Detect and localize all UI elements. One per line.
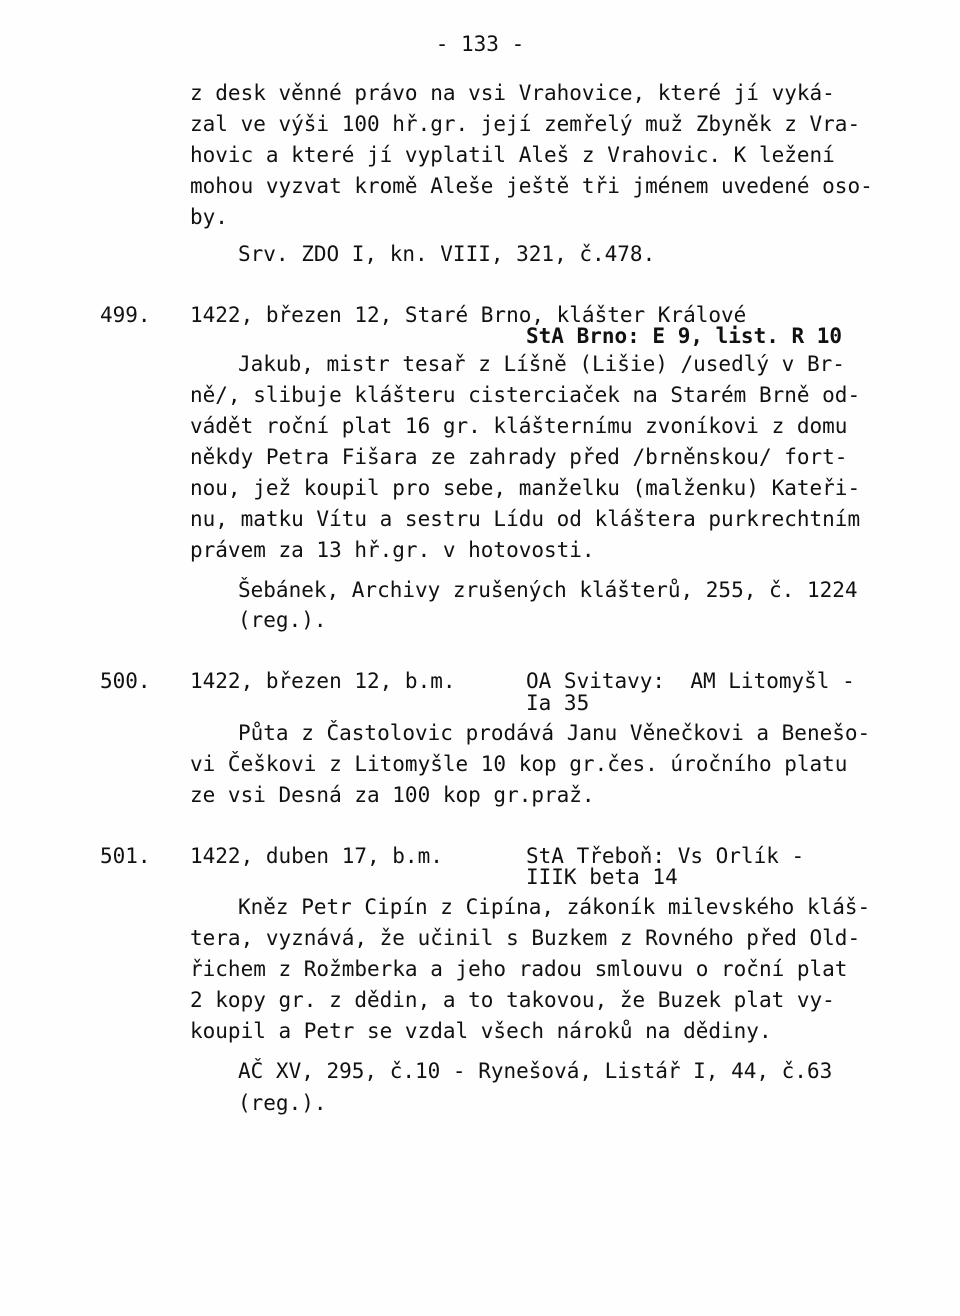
entry-body-line: vi Češkovi z Litomyšle 10 kop gr.čes. úročního platu <box>190 752 848 776</box>
intro-line: hovic a které jí vyplatil Aleš z Vrahovic. K ležení <box>190 143 835 167</box>
entry-archive-signature-501: IIIK beta 14 <box>526 865 678 889</box>
entry-body-line: Kněz Petr Cipín z Cipína, zákoník milevského kláš- <box>238 895 871 919</box>
intro-reference: Srv. ZDO I, kn. VIII, 321, č.478. <box>238 242 656 266</box>
entry-reference-499: (reg.). <box>238 608 327 632</box>
entry-body-line: Jakub, mistr tesař z Líšně (Lišie) /usedlý v Br- <box>238 352 845 376</box>
entry-body-line: 2 kopy gr. z dědin, a to takovou, že Buzek plat vy- <box>190 988 835 1012</box>
intro-line: mohou vyzvat kromě Aleše ještě tři jménem uvedené oso- <box>190 174 873 198</box>
intro-line: by. <box>190 205 228 229</box>
intro-line: z desk věnné právo na vsi Vrahovice, které jí vyká- <box>190 81 835 105</box>
entry-body-line: tera, vyznává, že učinil s Buzkem z Rovného před Old- <box>190 926 861 950</box>
entry-body-line: ně/, slibuje klášteru cisterciaček na Starém Brně od- <box>190 383 861 407</box>
entry-number-500: 500. <box>100 669 151 693</box>
entry-body-line: Půta z Častolovic prodává Janu Věnečkovi a Benešo- <box>238 721 871 745</box>
intro-line: zal ve výši 100 hř.gr. její zemřelý muž Zbyněk z Vra- <box>190 112 861 136</box>
entry-reference-501: AČ XV, 295, č.10 - Rynešová, Listář I, 44, č.63 <box>238 1059 833 1083</box>
entry-body-line: ze vsi Desná za 100 kop gr.praž. <box>190 783 595 807</box>
entry-body-line: koupil a Petr se vzdal všech nároků na dědiny. <box>190 1019 772 1043</box>
entry-archive-499: StA Brno: E 9, list. R 10 <box>526 324 843 348</box>
entry-archive-501: StA Třeboň: Vs Orlík - <box>526 844 805 868</box>
entry-body-line: právem za 13 hř.gr. v hotovosti. <box>190 538 595 562</box>
entry-archive-500: OA Svitavy: AM Litomyšl - <box>526 669 855 693</box>
entry-body-line: někdy Petra Fišara ze zahrady před /brněnskou/ fort- <box>190 445 848 469</box>
entry-heading-501: 1422, duben 17, b.m. <box>190 844 443 868</box>
entry-number-499: 499. <box>100 303 151 327</box>
entry-body-line: nou, jež koupil pro sebe, manželku (malženku) Kateři- <box>190 476 861 500</box>
entry-number-501: 501. <box>100 844 151 868</box>
entry-heading-500: 1422, březen 12, b.m. <box>190 669 456 693</box>
entry-body-line: nu, matku Vítu a sestru Lídu od kláštera purkrechtním <box>190 507 861 531</box>
entry-body-line: řichem z Rožmberka a jeho radou smlouvu o roční plat <box>190 957 848 981</box>
page-number: - 133 - <box>435 32 525 56</box>
entry-heading-499: 1422, březen 12, Staré Brno, klášter Králové <box>190 303 747 327</box>
entry-reference-501: (reg.). <box>238 1091 327 1115</box>
entry-reference-499: Šebánek, Archivy zrušených klášterů, 255, č. 1224 <box>238 578 858 602</box>
entry-body-line: vádět roční plat 16 gr. klášternímu zvoníkovi z domu <box>190 414 848 438</box>
entry-archive-signature-500: Ia 35 <box>526 691 590 715</box>
